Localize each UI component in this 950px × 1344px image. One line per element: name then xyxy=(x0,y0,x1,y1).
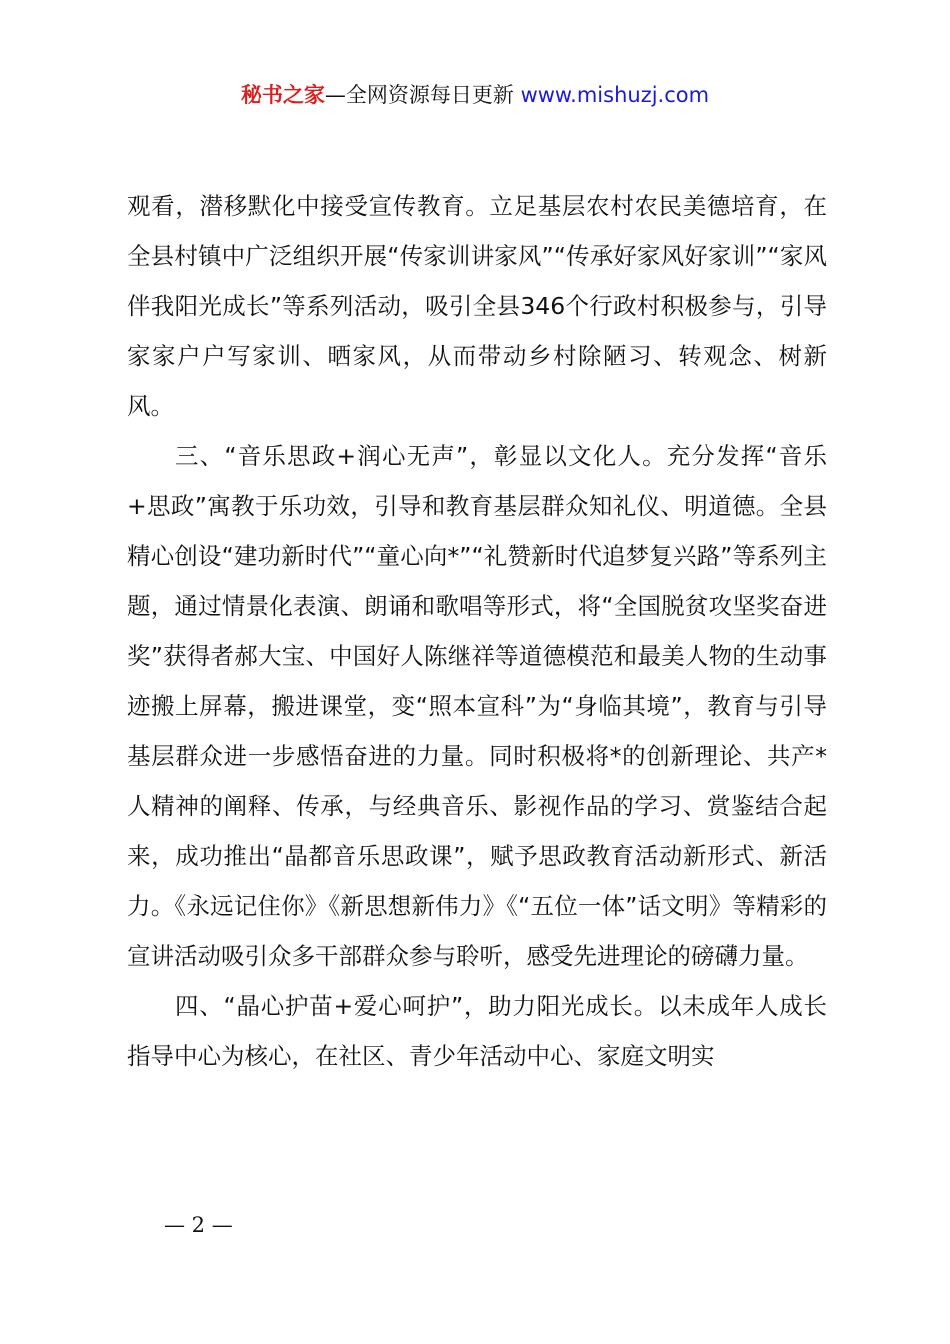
header-slogan: —全网资源每日更新 xyxy=(324,83,514,107)
paragraph-section-three: 三、“音乐思政+润心无声”，彰显以文化人。充分发挥“音乐+思政”寓教于乐功效，引导和教育基层群众知礼仪、明道德。全县精心创设“建功新时代”“童心向*”“礼赞新时代追梦复兴路”等系列主题，通过情景化表演、朗诵和歌唱等形式，将“全国脱贫攻坚奖奋进奖”获得者郝大宝、中国好人陈继祥等道德模范和最美人物的生动事迹搬上屏幕，搬进课堂，变“照本宣科”为“身临其境”，教育与引导基层群众进一步感悟奋进的力量。同时积极将*的创新理论、共产*人精神的阐释、传承，与经典音乐、影视作品的学习、赏鉴结合起来，成功推出“晶都音乐思政课”，赋予思政教育活动新形式、新活力。《永远记住你》《新思想新伟力》《“五位一体”话文明》等精彩的宣讲活动吸引众多干部群众参与聆听，感受先进理论的磅礴力量。 xyxy=(127,442,827,970)
paragraph-section-four: 四、“晶心护苗+爱心呵护”，助力阳光成长。以未成年人成长指导中心为核心，在社区、青少年活动中心、家庭文明实 xyxy=(127,992,827,1070)
header-url-link[interactable]: www.mishuzj.com xyxy=(520,83,710,107)
page-header xyxy=(0,80,950,110)
document-body xyxy=(127,181,827,1081)
page-number: — 2 — xyxy=(164,1213,233,1237)
paragraph-continued: 观看，潜移默化中接受宣传教育。立足基层农村农民美德培育，在全县村镇中广泛组织开展“传家训讲家风”“传承好家风好家训”“家风伴我阳光成长”等系列活动，吸引全县346个行政村积极参与，引导家家户户写家训、晒家风，从而带动乡村除陋习、转观念、树新风。 xyxy=(127,192,827,420)
brand-name: 秘书之家 xyxy=(240,83,325,107)
